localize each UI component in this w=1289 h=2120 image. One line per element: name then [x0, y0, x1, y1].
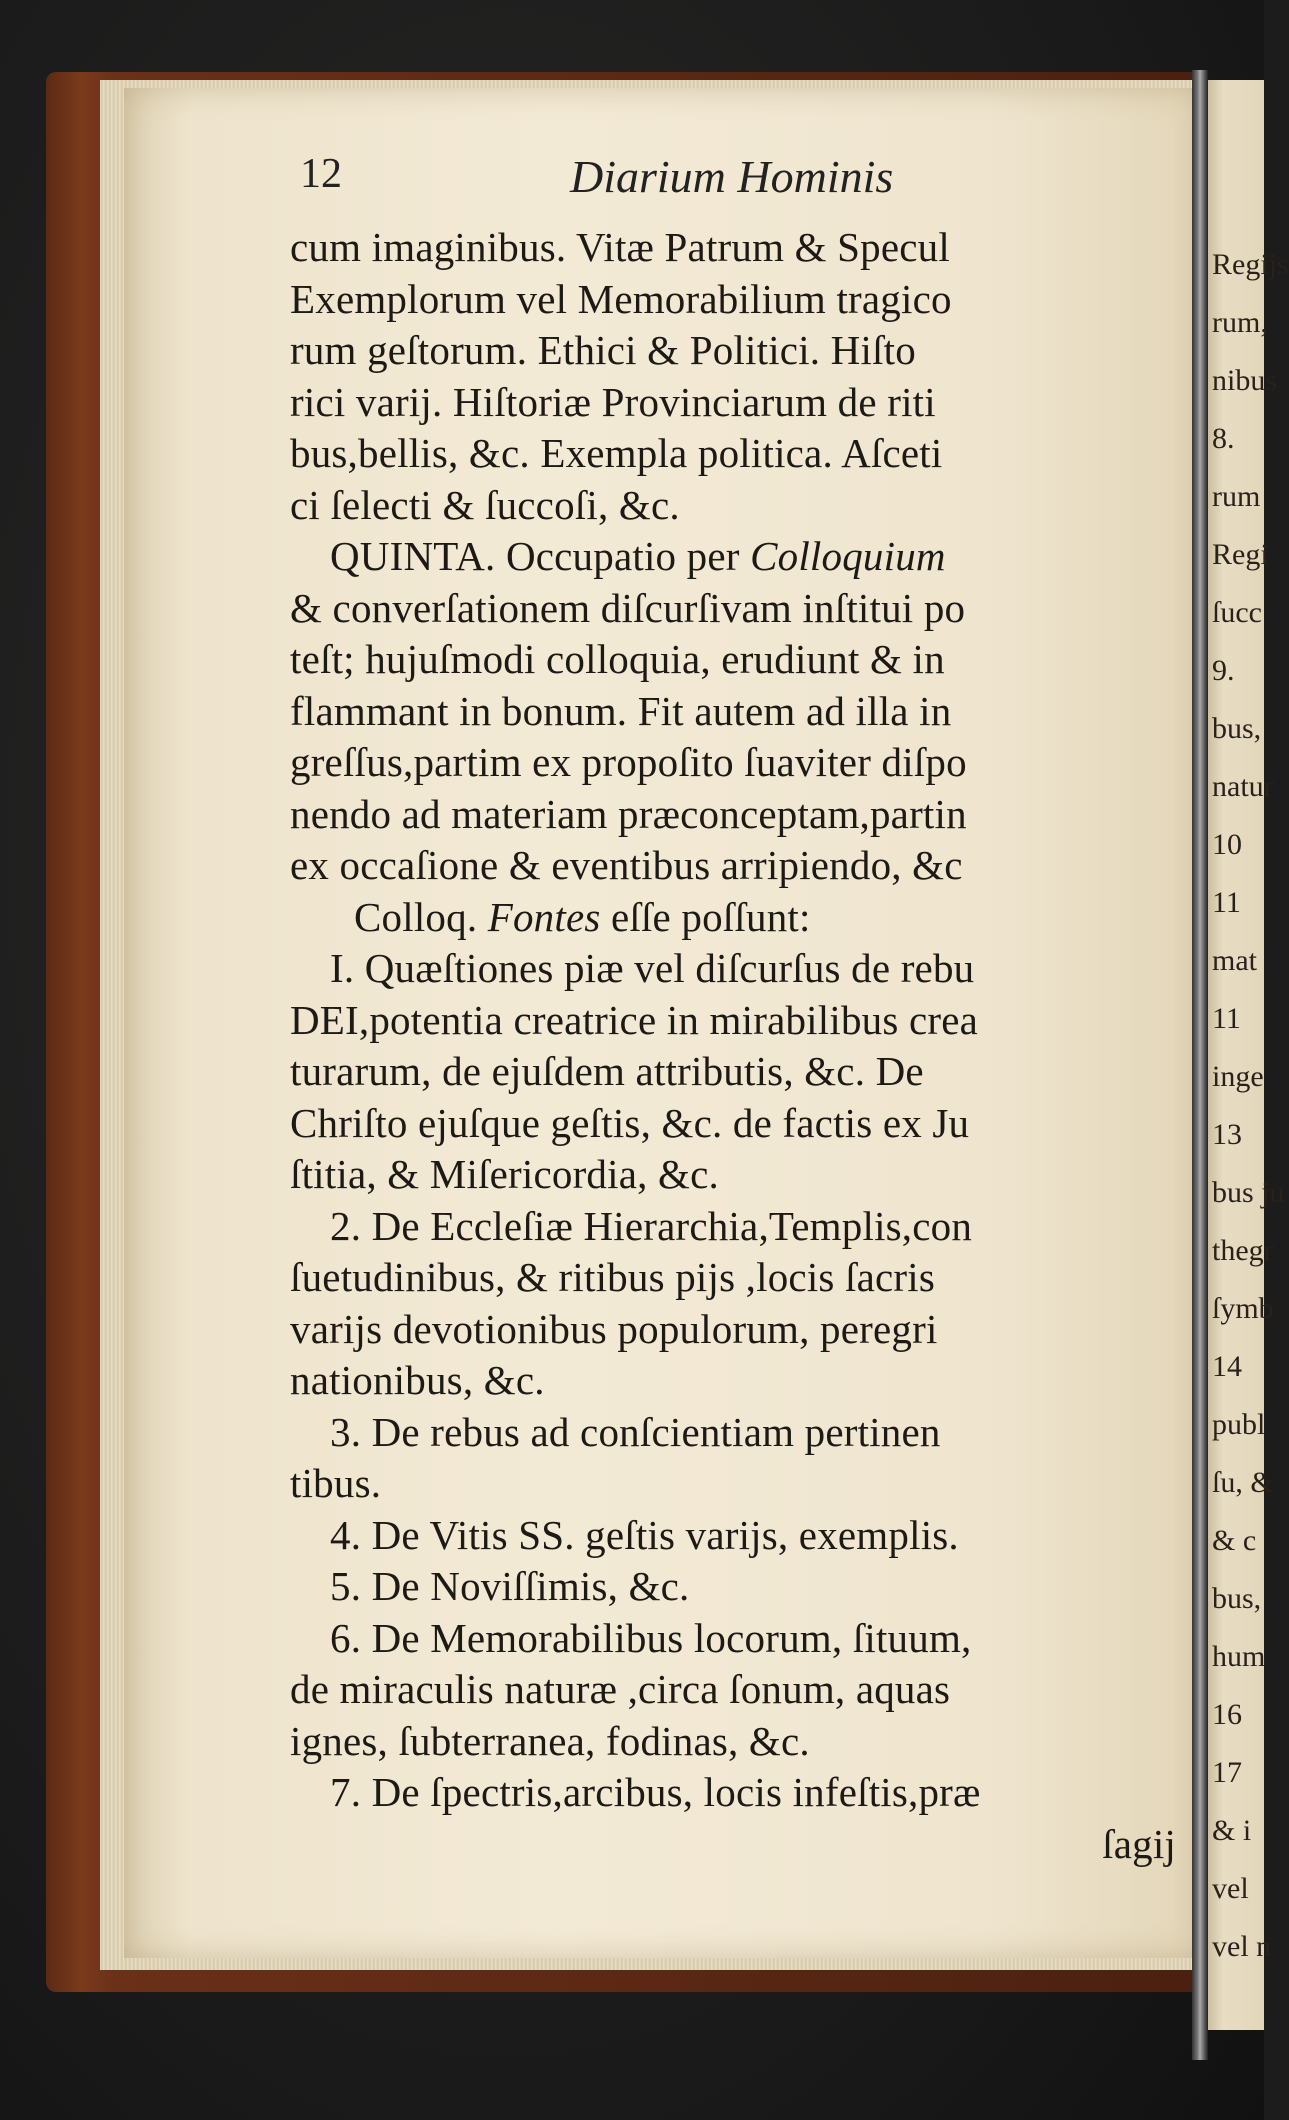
running-title: Diarium Hominis	[570, 151, 894, 202]
facing-page-fragment: ſymb	[1212, 1292, 1274, 1325]
italic-term: Fontes	[487, 893, 601, 940]
facing-page-fragment: 16	[1212, 1698, 1242, 1731]
page-number: 12	[300, 151, 342, 197]
facing-page-fragment: 10	[1212, 828, 1242, 861]
facing-page-edge	[1206, 80, 1289, 2030]
text-line: ignes, ſubterranea, fodinas, &c.	[290, 1717, 810, 1764]
text-line: teſt; hujuſmodi colloquia, erudiunt & in	[290, 636, 945, 682]
text-line: 3. De rebus ad conſcientiam pertinen	[330, 1408, 941, 1455]
text-line: ci ſelecti & ſuccoſi, &c.	[290, 481, 680, 528]
facing-page-fragment: & i	[1212, 1814, 1252, 1847]
text-line: 4. De Vitis SS. geſtis varijs, exemplis.	[330, 1511, 959, 1558]
italic-term: Colloquium	[750, 533, 946, 579]
text-line: 7. De ſpectris,arcibus, locis infeſtis,præ	[330, 1769, 981, 1815]
facing-page-fragment: 13	[1212, 1118, 1242, 1151]
text-line: bus,bellis, &c. Exempla politica. Aſceti	[290, 430, 943, 476]
facing-page-fragment: publ	[1212, 1408, 1266, 1441]
facing-page-fragment: 11	[1212, 886, 1241, 919]
text-line: Exemplorum vel Memorabilium tragico	[290, 275, 952, 322]
text-line: & converſationem diſcurſivam inſtitui po	[290, 584, 966, 631]
facing-page-fragment: 11	[1212, 1002, 1241, 1035]
text-line: flammant in bonum. Fit autem ad illa in	[290, 687, 952, 734]
facing-page-fragment: & c	[1212, 1524, 1257, 1557]
text-line: cum imaginibus. Vitæ Patrum & Specul	[290, 224, 950, 270]
text-line: 2. De Eccleſiæ Hierarchia,Templis,con	[330, 1202, 973, 1249]
text-fragment: eſſe poſſunt:	[600, 893, 811, 940]
facing-page-fragment: mat	[1212, 944, 1257, 977]
facing-page-fragment: thegr	[1212, 1234, 1274, 1267]
facing-page-fragment: hum	[1212, 1640, 1266, 1673]
facing-page-fragment: 14	[1212, 1350, 1242, 1383]
text-line: DEI,potentia creatrice in mirabilibus crea	[290, 996, 979, 1043]
facing-page-fragment: ſucc	[1212, 596, 1262, 629]
catchword: ſagij	[1102, 1820, 1176, 1867]
text-fragment: Colloq.	[354, 893, 488, 940]
facing-page-fragment: rum,	[1212, 306, 1268, 339]
text-line	[290, 531, 1190, 583]
text-line: ſtitia, & Miſericordia, &c.	[290, 1151, 719, 1197]
facing-page-fragment: 8.	[1212, 422, 1235, 455]
page-header	[300, 150, 1200, 210]
text-line: ex occaſione & eventibus arripiendo, &c	[290, 842, 963, 888]
facing-page-fragment: Regi	[1212, 538, 1269, 571]
page-gutter	[1192, 70, 1208, 2060]
facing-page-fragment: vel	[1212, 1872, 1249, 1905]
text-line: tibus.	[290, 1460, 382, 1506]
facing-page-fragment: bus,	[1212, 712, 1262, 745]
text-line: Chriſto ejuſque geſtis, &c. de factis ex Ju	[290, 1099, 970, 1146]
text-line: 5. De Noviſſimis, &c.	[330, 1563, 690, 1609]
text-line: rum geſtorum. Ethici & Politici. Hiſto	[290, 327, 916, 373]
facing-page-fragment: natur	[1212, 770, 1274, 803]
text-line: 6. De Memorabilibus locorum, ſituum,	[330, 1614, 972, 1661]
text-line	[290, 892, 1190, 944]
facing-page-fragment: nibus	[1212, 364, 1278, 397]
text-line: varijs devotionibus populorum, peregri	[290, 1305, 938, 1352]
text-line: ſuetudinibus, & ritibus pijs ,locis ſacris	[290, 1254, 936, 1300]
facing-page-fragment: bus,	[1212, 1582, 1262, 1615]
text-line: rici varij. Hiſtoriæ Provinciarum de riti	[290, 378, 936, 425]
text-line: nationibus, &c.	[290, 1357, 545, 1403]
facing-page-fragment: inge	[1212, 1060, 1264, 1093]
facing-page-fragment: bus ju	[1212, 1176, 1285, 1209]
text-line: greſſus,partim ex propoſito ſuaviter diſpo	[290, 739, 967, 785]
facing-page-fragment: rum	[1212, 480, 1261, 513]
facing-page-fragment: vel n	[1212, 1930, 1272, 1963]
text-line: I. Quæſtiones piæ vel diſcurſus de rebu	[330, 945, 975, 991]
facing-page-fragment: ſu, &	[1212, 1466, 1274, 1499]
facing-page-fragment: Regijs	[1212, 248, 1289, 281]
text-fragment: QUINTA. Occupatio per	[330, 533, 751, 579]
body-text	[290, 222, 1190, 1870]
text-line: nendo ad materiam præconceptam,partin	[290, 790, 967, 837]
facing-page-fragment: 9.	[1212, 654, 1235, 687]
text-line: de miraculis naturæ ,circa ſonum, aquas	[290, 1666, 951, 1712]
facing-page-fragment: 17	[1212, 1756, 1242, 1789]
text-line: turarum, de ejuſdem attributis, &c. De	[290, 1048, 924, 1094]
